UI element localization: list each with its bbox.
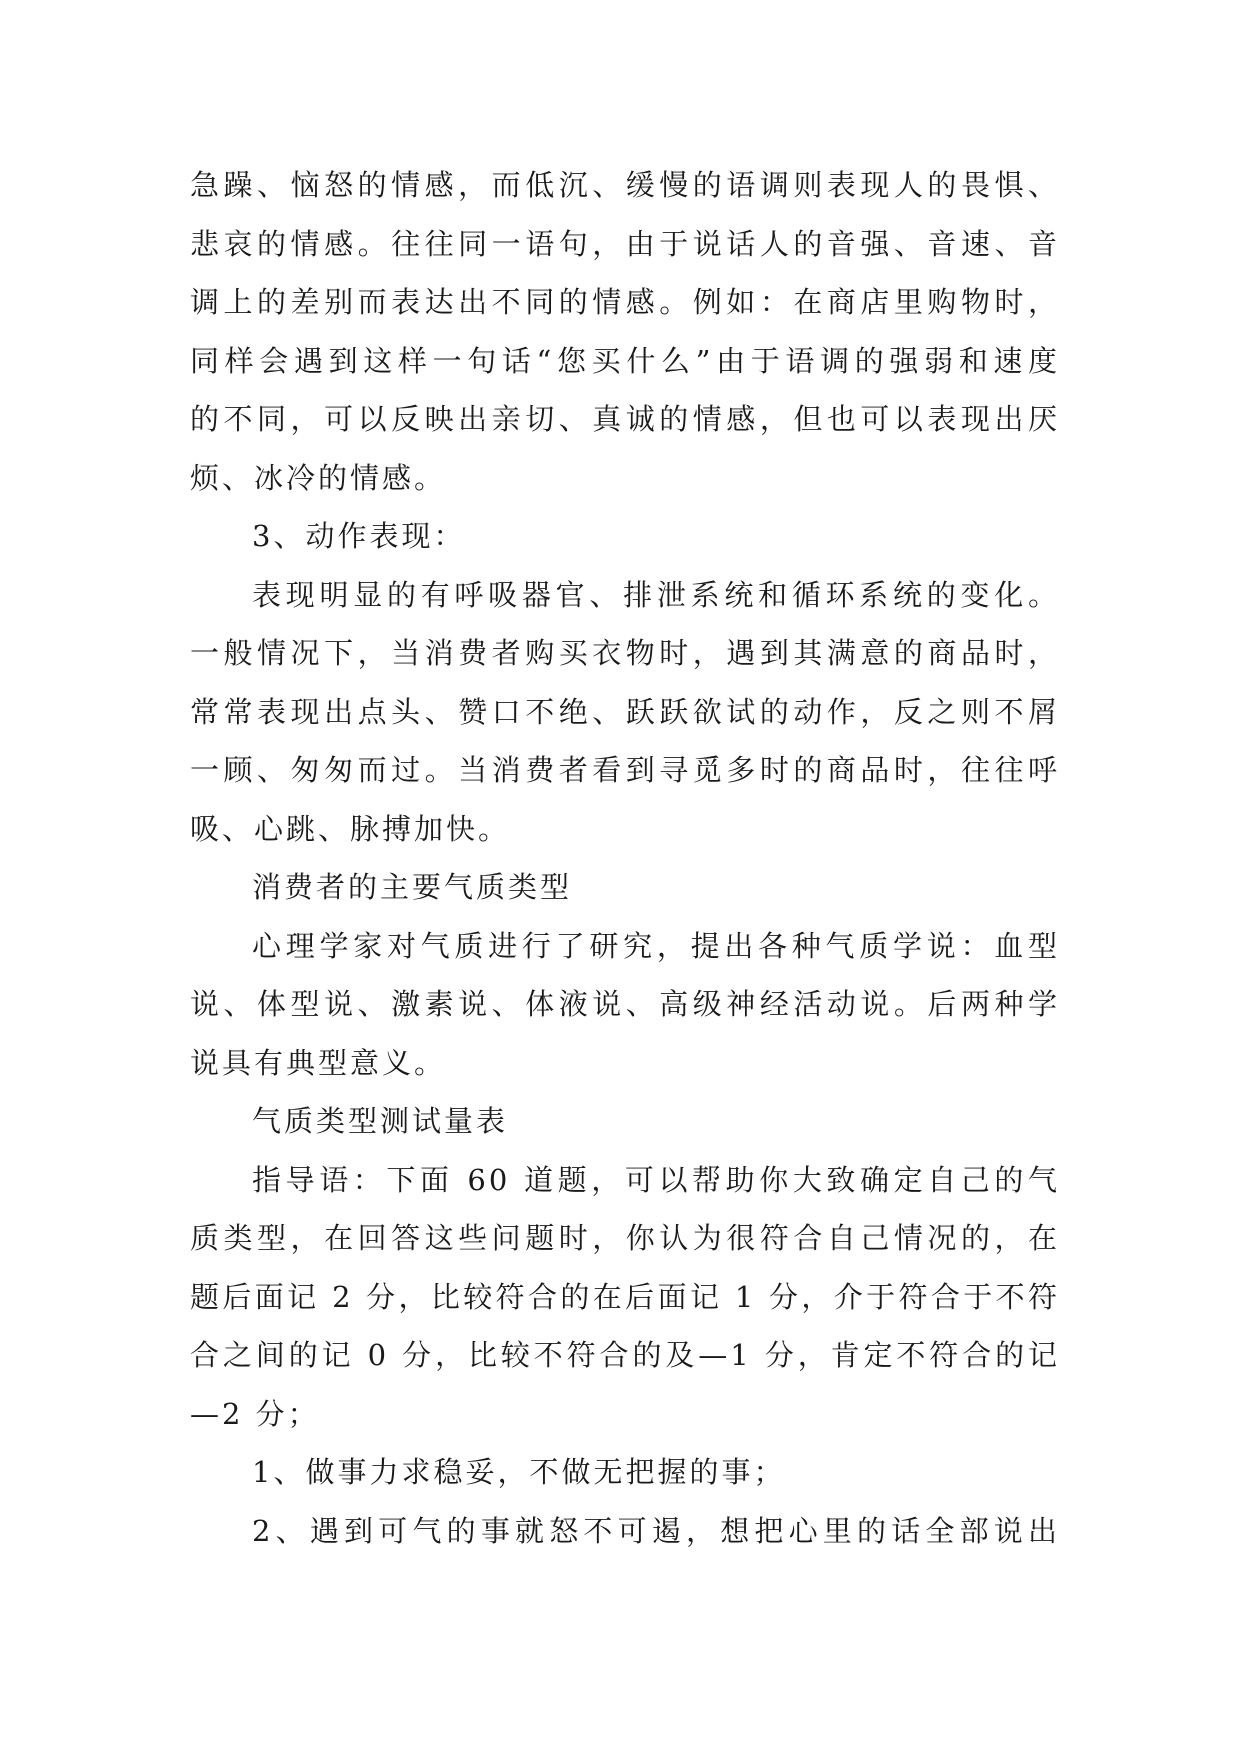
text-line: 合之间的记 0 分，比较不符合的及—1 分，肯定不符合的记 — [190, 1338, 1060, 1372]
text-line: 急躁、恼怒的情感，而低沉、缓慢的语调则表现人的畏惧、 — [190, 168, 1060, 202]
text-line: 调上的差别而表达出不同的情感。例如：在商店里购物时， — [190, 285, 1060, 319]
text-line: 同样会遇到这样一句话“您买什么”由于语调的强弱和速度 — [190, 343, 1060, 378]
section-heading: 消费者的主要气质类型 — [252, 870, 573, 904]
list-item: 1、做事力求稳妥，不做无把握的事； — [252, 1455, 786, 1489]
body-text — [190, 156, 1060, 1560]
text-line: 说具有典型意义。 — [190, 1045, 447, 1080]
text-line: 指导语：下面 60 道题，可以帮助你大致确定自己的气 — [252, 1162, 1060, 1197]
list-item: 2、遇到可气的事就怒不可遏，想把心里的话全部说出 — [252, 1513, 1060, 1548]
text-line: 一般情况下，当消费者购买衣物时，遇到其满意的商品时， — [190, 636, 1060, 670]
text-line: 题后面记 2 分，比较符合的在后面记 1 分，介于符合于不符 — [190, 1279, 1060, 1314]
text-line: 烦、冰冷的情感。 — [190, 460, 447, 495]
text-line: 悲哀的情感。往往同一语句，由于说话人的音强、音速、音 — [190, 226, 1060, 261]
text-line: 的不同，可以反映出亲切、真诚的情感，但也可以表现出厌 — [190, 402, 1060, 436]
text-line: 心理学家对气质进行了研究，提出各种气质学说：血型 — [252, 928, 1060, 963]
text-line: 表现明显的有呼吸器官、排泄系统和循环系统的变化。 — [252, 577, 1060, 612]
text-line: —2 分； — [190, 1396, 320, 1431]
text-line: 常常表现出点头、赞口不绝、跃跃欲试的动作，反之则不屑 — [190, 694, 1060, 729]
text-line: 说、体型说、激素说、体液说、高级神经活动说。后两种学 — [190, 987, 1060, 1021]
text-line: 一顾、匆匆而过。当消费者看到寻觅多时的商品时，往往呼 — [190, 753, 1060, 787]
text-line: 质类型，在回答这些问题时，你认为很符合自己情况的，在 — [190, 1221, 1060, 1255]
section-heading: 3、动作表现： — [252, 519, 466, 553]
section-heading: 气质类型测试量表 — [252, 1104, 509, 1138]
text-line: 吸、心跳、脉搏加快。 — [190, 811, 511, 846]
